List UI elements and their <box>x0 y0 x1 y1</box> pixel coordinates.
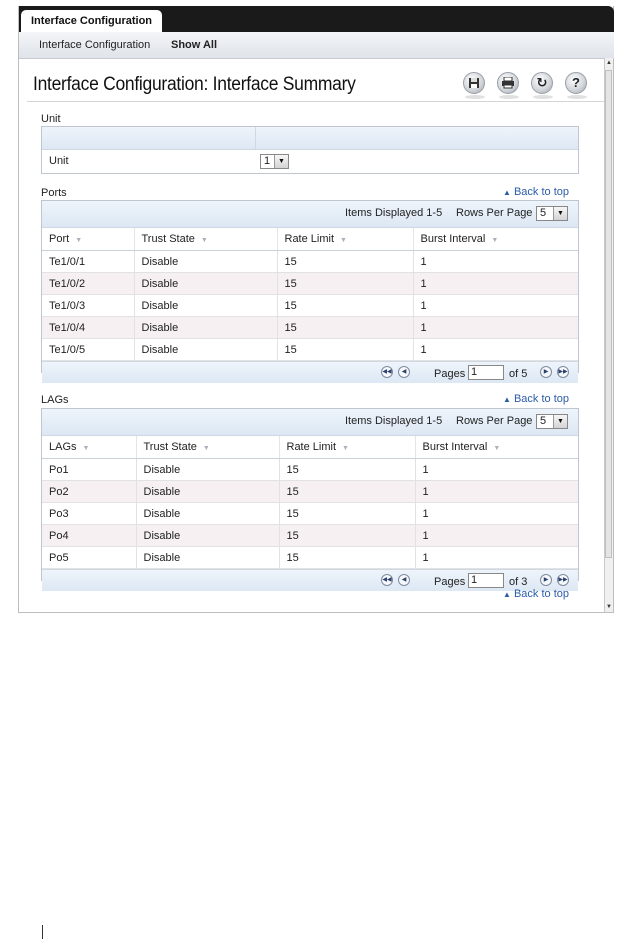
title-divider <box>27 101 609 102</box>
ports-table-header <box>42 228 578 251</box>
vertical-scrollbar[interactable] <box>604 58 613 612</box>
ports-table <box>42 228 578 361</box>
unit-select[interactable]: 1 ▼ <box>260 154 289 169</box>
print-icon[interactable] <box>497 72 519 94</box>
chevron-down-icon: ▼ <box>553 207 567 220</box>
ports-rows-per-page-select[interactable]: 5 ▼ <box>536 206 568 221</box>
table-row[interactable]: Po1 Disable 15 1 <box>42 459 578 481</box>
next-page-icon[interactable]: ▶ <box>540 366 552 378</box>
lags-back-to-top-link[interactable]: ▲ Back to top <box>503 393 569 405</box>
column-header-trust-state[interactable]: Trust State ▼ <box>134 228 277 251</box>
next-page-icon[interactable]: ▶ <box>540 574 552 586</box>
lags-pager <box>42 569 578 591</box>
ports-page-count: of 5 <box>509 368 528 380</box>
column-header-port[interactable]: Port ▼ <box>42 228 134 251</box>
sort-icon: ▼ <box>491 237 499 244</box>
table-row[interactable]: Te1/0/4 Disable 15 1 <box>42 317 578 339</box>
column-header-rate-limit[interactable]: Rate Limit ▼ <box>279 436 415 459</box>
lags-page-count: of 3 <box>509 576 528 588</box>
page-title: Interface Configuration: Interface Summary <box>33 74 356 95</box>
column-header-burst-interval[interactable]: Burst Interval ▼ <box>413 228 578 251</box>
triangle-up-icon: ▲ <box>503 395 511 404</box>
table-row[interactable]: Te1/0/5 Disable 15 1 <box>42 339 578 361</box>
save-icon[interactable] <box>463 72 485 94</box>
first-page-icon[interactable]: ◀◀ <box>381 366 393 378</box>
ports-panel <box>41 200 579 380</box>
ports-pages-label: Pages <box>434 368 466 380</box>
last-page-icon[interactable]: ▶▶ <box>557 574 569 586</box>
ports-section-label: Ports <box>41 187 67 199</box>
ports-pager <box>42 361 578 383</box>
scroll-down-icon[interactable]: ▼ <box>606 604 612 610</box>
tab-interface-configuration[interactable]: Interface Configuration <box>21 10 162 32</box>
help-icon[interactable]: ? <box>565 72 587 94</box>
lags-page-input[interactable]: 1 <box>468 573 504 588</box>
table-row[interactable]: Te1/0/3 Disable 15 1 <box>42 295 578 317</box>
ports-toolbar <box>42 201 578 228</box>
lags-items-displayed: Items Displayed 1-5 <box>345 415 443 427</box>
table-row[interactable]: Te1/0/2 Disable 15 1 <box>42 273 578 295</box>
page-margin-mark <box>42 925 43 939</box>
lags-toolbar <box>42 409 578 436</box>
table-row[interactable]: Po4 Disable 15 1 <box>42 525 578 547</box>
scroll-up-icon[interactable]: ▲ <box>606 60 612 66</box>
ports-rows-per-page-label: Rows Per Page <box>456 207 533 219</box>
subnav-show-all-link[interactable]: Show All <box>171 39 218 51</box>
table-row[interactable]: Po2 Disable 15 1 <box>42 481 578 503</box>
column-header-trust-state[interactable]: Trust State ▼ <box>136 436 279 459</box>
sort-icon: ▼ <box>342 445 349 452</box>
sort-icon: ▼ <box>340 237 347 244</box>
unit-field-label: Unit <box>49 155 69 167</box>
column-header-burst-interval[interactable]: Burst Interval ▼ <box>415 436 578 459</box>
table-row[interactable]: Po3 Disable 15 1 <box>42 503 578 525</box>
sort-icon: ▼ <box>202 445 210 452</box>
table-row[interactable]: Po5 Disable 15 1 <box>42 547 578 569</box>
unit-panel-header <box>42 127 578 150</box>
sort-icon: ▼ <box>200 237 208 244</box>
table-row[interactable]: Te1/0/1 Disable 15 1 <box>42 251 578 273</box>
lags-table <box>42 436 578 569</box>
lags-rows-per-page-select[interactable]: 5 ▼ <box>536 414 568 429</box>
top-tab-bar <box>19 6 614 32</box>
last-page-icon[interactable]: ▶▶ <box>557 366 569 378</box>
unit-row <box>42 150 578 174</box>
column-header-rate-limit[interactable]: Rate Limit ▼ <box>277 228 413 251</box>
lags-section-label: LAGs <box>41 394 69 406</box>
column-header-lags[interactable]: LAGs ▼ <box>42 436 136 459</box>
ports-items-displayed: Items Displayed 1-5 <box>345 207 443 219</box>
previous-page-icon[interactable]: ◀ <box>398 574 410 586</box>
bottom-back-to-top-link[interactable]: ▲ Back to top <box>503 588 569 600</box>
lags-pages-label: Pages <box>434 576 466 588</box>
chevron-down-icon: ▼ <box>274 155 288 168</box>
subnav-interface-configuration-link[interactable]: Interface Configuration <box>39 39 151 51</box>
lags-panel <box>41 408 579 588</box>
triangle-up-icon: ▲ <box>503 590 511 599</box>
app-window <box>18 6 614 613</box>
unit-panel <box>41 126 579 174</box>
chevron-down-icon: ▼ <box>553 415 567 428</box>
scroll-thumb[interactable] <box>605 70 612 558</box>
ports-page-input[interactable]: 1 <box>468 365 504 380</box>
sort-icon: ▼ <box>75 237 83 244</box>
refresh-icon[interactable]: ↻ <box>531 72 553 94</box>
lags-table-header <box>42 436 578 459</box>
lags-rows-per-page-label: Rows Per Page <box>456 415 533 427</box>
previous-page-icon[interactable]: ◀ <box>398 366 410 378</box>
sort-icon: ▼ <box>82 445 90 452</box>
sub-navigation <box>19 32 614 59</box>
first-page-icon[interactable]: ◀◀ <box>381 574 393 586</box>
triangle-up-icon: ▲ <box>503 188 511 197</box>
unit-section-label: Unit <box>41 113 61 125</box>
sort-icon: ▼ <box>493 445 501 452</box>
ports-back-to-top-link[interactable]: ▲ Back to top <box>503 186 569 198</box>
